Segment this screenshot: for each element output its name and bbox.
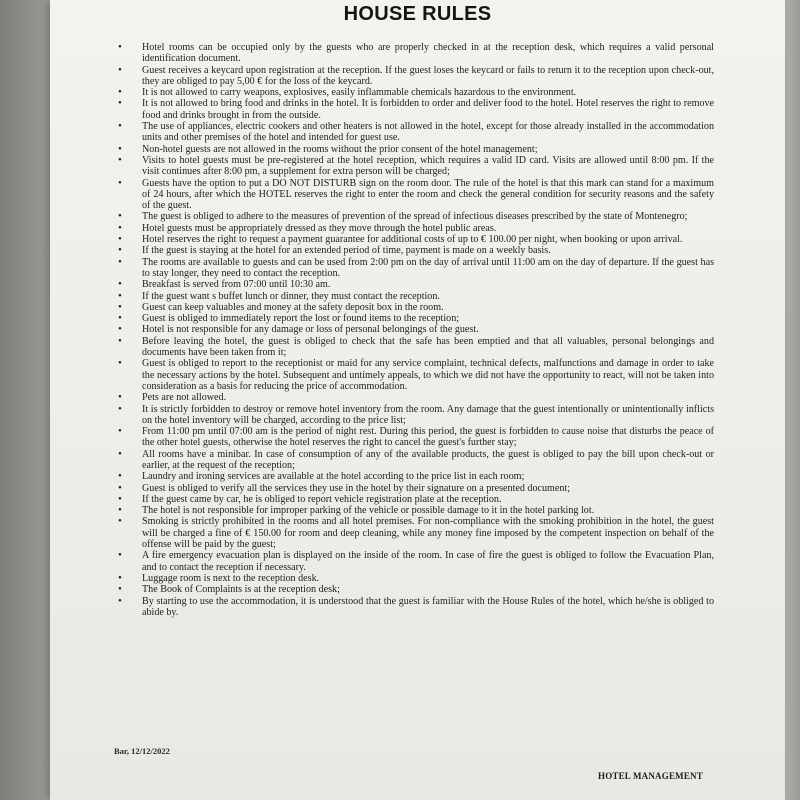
rule-item: • The Book of Complaints is at the reception desk;: [114, 584, 714, 595]
rule-item: • A fire emergency evacuation plan is displayed on the inside of the room. In case of fire the guest is obliged to follow the Evacuation Plan, and to contact the reception if necessary.: [114, 550, 714, 573]
rule-item: • Guest can keep valuables and money at the safety deposit box in the room.: [114, 302, 714, 313]
place-date: Bar, 12/12/2022: [114, 746, 170, 756]
rule-item: • Hotel reserves the right to request a payment guarantee for additional costs of up to € 100.00 per night, when booking or upon arrival.: [114, 234, 714, 245]
rule-item: • Guest receives a keycard upon registration at the reception. If the guest loses the keycard or fails to return it to the reception upon check-out, they are obliged to pay 5,00 € for the loss of the keycard.: [114, 65, 714, 88]
rule-item: • Laundry and ironing services are available at the hotel according to the price list in each room;: [114, 471, 714, 482]
rule-item: • It is not allowed to bring food and drinks in the hotel. It is forbidden to order and deliver food to the hotel. Hotel reserves the right to remove food and drinks brought in from the outside.: [114, 98, 714, 121]
rule-item: • The use of appliances, electric cookers and other heaters is not allowed in the hotel, except for those already installed in the accommodation units and other premises of the hotel and intended for guest use.: [114, 121, 714, 144]
rule-item: • From 11:00 pm until 07:00 am is the period of night rest. During this period, the guest is forbidden to cause noise that disturbs the peace of the other hotel guests, otherwise the hotel reserves the right to cancel the guest's further stay;: [114, 426, 714, 449]
rule-item: • If the guest want s buffet lunch or dinner, they must contact the reception.: [114, 291, 714, 302]
rule-item: • Guest is obliged to immediately report the lost or found items to the reception;: [114, 313, 714, 324]
rule-item: • Non-hotel guests are not allowed in the rooms without the prior consent of the hotel management;: [114, 144, 714, 155]
rule-item: • Smoking is strictly prohibited in the rooms and all hotel premises. For non-compliance with the smoking prohibition in the hotel, the guest will be charged a fine of € 150.00 for room and deep cleaning, while any money fine imposed by the competent inspection on behalf of the offense will be paid by the guest;: [114, 516, 714, 550]
rule-item: • The rooms are available to guests and can be used from 2:00 pm on the day of arrival until 11:00 am on the day of departure. If the guest has to stay longer, they need to contact the reception.: [114, 257, 714, 280]
rule-item: • All rooms have a minibar. In case of consumption of any of the available products, the guest is obliged to pay the bill upon check-out or earlier, at the request of the reception;: [114, 449, 714, 472]
rule-item: • Guest is obliged to verify all the services they use in the hotel by their signature on a presented document;: [114, 483, 714, 494]
signature-line: HOTEL MANAGEMENT: [598, 771, 703, 781]
rule-item: • The hotel is not responsible for improper parking of the vehicle or possible damage to it in the hotel parking lot.: [114, 505, 714, 516]
rule-item: • Guests have the option to put a DO NOT DISTURB sign on the room door. The rule of the hotel is that this mark can stand for a maximum of 24 hours, after which the HOTEL reserves the right to enter the room and check the general condition for security reasons and the safety of the guest.: [114, 178, 714, 212]
rule-item: • If the guest came by car, he is obliged to report vehicle registration plate at the reception.: [114, 494, 714, 505]
rule-item: • It is not allowed to carry weapons, explosives, easily inflammable chemicals hazardous to the environment.: [114, 87, 714, 98]
rule-item: • Visits to hotel guests must be pre-registered at the hotel reception, which requires a valid ID card. Visits are allowed until 8:00 pm. If the visit continues after 8:00 pm, a supplement for extra person will be charged;: [114, 155, 714, 178]
rule-item: • Luggage room is next to the reception desk.: [114, 573, 714, 584]
rule-item: • Hotel rooms can be occupied only by the guests who are properly checked in at the reception desk, which requires a valid personal identification document.: [114, 42, 714, 65]
rule-item: • Before leaving the hotel, the guest is obliged to check that the safe has been emptied and that all valuables, personal belongings and documents have been taken from it;: [114, 336, 714, 359]
rule-item: • The guest is obliged to adhere to the measures of prevention of the spread of infectious diseases prescribed by the state of Montenegro;: [114, 211, 714, 222]
house-rules-sheet: [50, 0, 785, 800]
rule-item: • It is strictly forbidden to destroy or remove hotel inventory from the room. Any damage that the guest intentionally or unintentionally inflicts on the hotel inventory will be charged, according to the price list;: [114, 404, 714, 427]
rule-item: • Guest is obliged to report to the receptionist or maid for any service complaint, technical defects, malfunctions and damage in order to take the necessary actions by the hotel. Subsequent and untimely appeals, to which we did not have the opportunity to react, will not be taken into consideration as a basis for reducing the price of accommodation.: [114, 358, 714, 392]
page-title: HOUSE RULES: [343, 3, 492, 25]
rule-item: • Hotel guests must be appropriately dressed as they move through the hotel public areas.: [114, 223, 714, 234]
rule-item: • If the guest is staying at the hotel for an extended period of time, payment is made on a weekly basis.: [114, 245, 714, 256]
rule-item: • By starting to use the accommodation, it is understood that the guest is familiar with the House Rules of the hotel, which he/she is obliged to abide by.: [114, 596, 714, 619]
rule-item: • Pets are not allowed.: [114, 392, 714, 403]
rule-item: • Hotel is not responsible for any damage or loss of personal belongings of the guest.: [114, 324, 714, 335]
rule-item: • Breakfast is served from 07:00 until 10:30 am.: [114, 279, 714, 290]
rules-list: [114, 42, 714, 618]
